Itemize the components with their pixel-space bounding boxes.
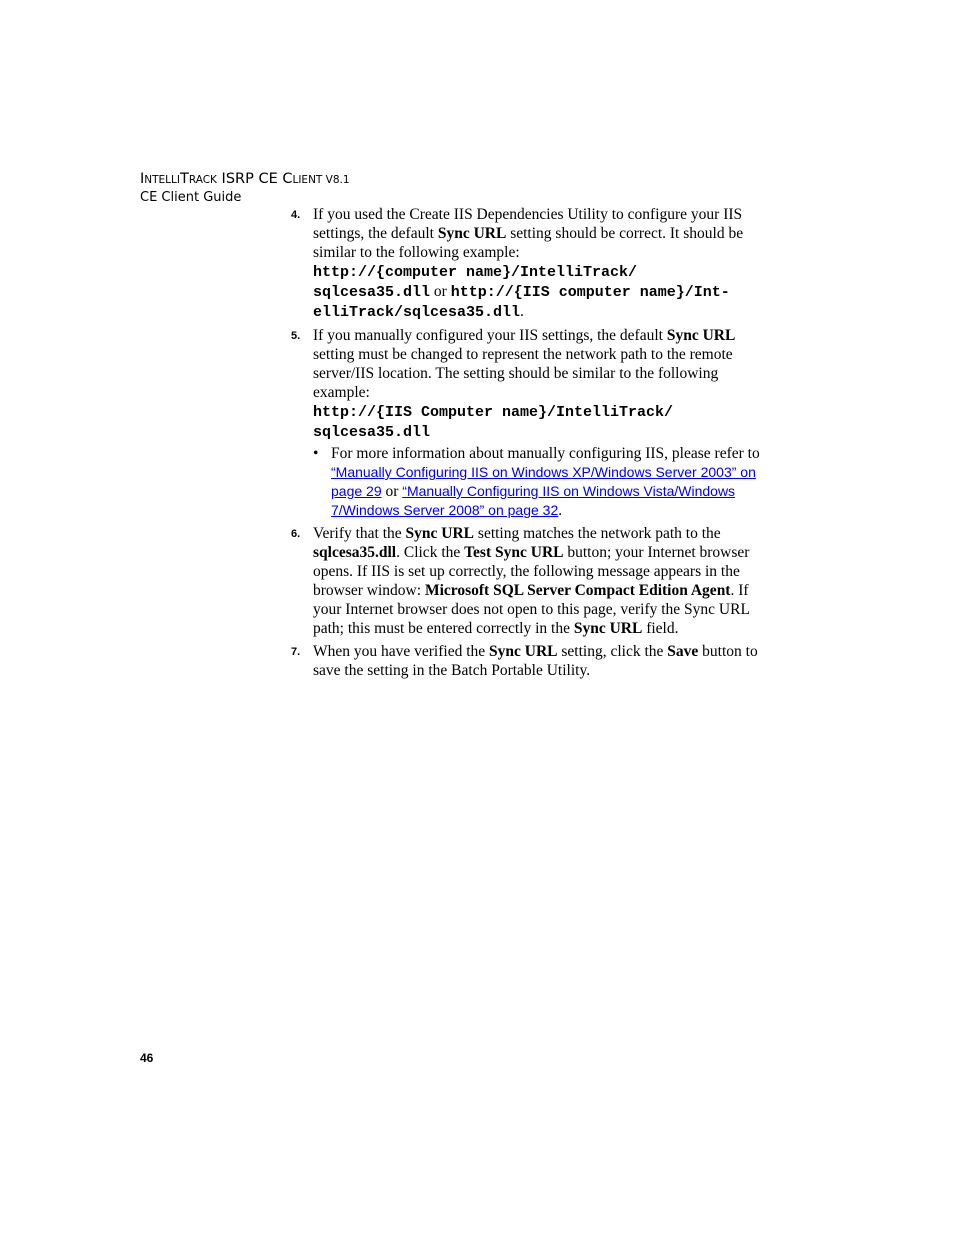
step-text: [313, 524, 761, 638]
text: field.: [642, 620, 679, 637]
text: setting must be changed to represent the network path to the remote server/IIS location. The setting should be similar to the following example:: [313, 346, 733, 401]
header-title-part: V8.1: [322, 174, 350, 186]
text: setting matches the network path to the: [474, 525, 721, 542]
header-title-part: I: [140, 171, 145, 187]
step-number: 7.: [291, 646, 301, 658]
step-text: [313, 205, 761, 262]
bold-term: sqlcesa35.dll: [313, 544, 397, 561]
header-subtitle: CE Client Guide: [140, 190, 242, 205]
header-title-part: ISRP CE C: [216, 171, 293, 187]
main-content: [291, 205, 761, 684]
step-text: [313, 642, 761, 680]
header-title-part: LIENT: [292, 174, 323, 186]
bold-term: Test Sync URL: [464, 544, 564, 561]
header-title-part: RACK: [188, 174, 217, 186]
text: If you used the Create IIS Dependencies Utility to configure your IIS settings, the default: [313, 206, 743, 242]
text: setting, click the: [557, 643, 668, 660]
step-4: [291, 205, 761, 322]
header-title: [140, 170, 350, 189]
step-5: [291, 326, 761, 520]
bullet-item: [313, 444, 761, 520]
text: . Click the: [396, 544, 465, 561]
text: For more information about manually configuring IIS, please refer to: [331, 445, 760, 462]
text: .: [520, 303, 524, 320]
code-example: [313, 262, 761, 322]
code-example: [313, 402, 761, 442]
step-number: 6.: [291, 528, 301, 540]
step-number: 5.: [291, 330, 301, 342]
bold-term: Sync URL: [405, 525, 475, 542]
text: .: [558, 502, 563, 519]
step-number: 4.: [291, 209, 301, 221]
text: or: [381, 483, 403, 500]
bold-term: Sync URL: [666, 327, 736, 344]
bullet-mark: •: [313, 445, 319, 462]
running-header: [140, 170, 350, 207]
bold-term: Microsoft SQL Server Compact Edition Agent: [424, 582, 731, 599]
code-url: http://{computer name}/IntelliTrack/ sqlcesa35.dll: [313, 264, 638, 301]
text: If you manually configured your IIS settings, the default: [313, 327, 667, 344]
code-url: http://{IIS Computer name}/IntelliTrack/ sqlcesa35.dll: [313, 404, 674, 441]
link-vista-server-2008[interactable]: “Manually Configuring IIS on Windows Vista/Windows 7/Windows Server 2008” on page 32: [331, 483, 736, 518]
step-6: [291, 524, 761, 638]
text: . If your Internet browser does not open to this page, verify the Sync URL path; this must be entered correctly in the: [313, 582, 750, 637]
step-7: [291, 642, 761, 680]
header-title-part: T: [179, 171, 189, 187]
text: When you have verified the: [313, 643, 490, 660]
page-number: 46: [140, 1051, 154, 1065]
code-url: http://{IIS computer name}/Int- elliTrack/sqlcesa35.dll: [313, 284, 730, 321]
text: Verify that the: [313, 525, 406, 542]
bold-term: Sync URL: [573, 620, 643, 637]
header-title-part: NTELLI: [144, 174, 180, 186]
link-xp-server-2003[interactable]: “Manually Configuring IIS on Windows XP/Windows Server 2003” on page 29: [331, 464, 756, 499]
text: button; your Internet browser opens. If IIS is set up correctly, the following message appears in the browser window:: [313, 544, 750, 599]
bold-term: Sync URL: [489, 643, 558, 660]
text: button to save the setting in the Batch Portable Utility.: [313, 643, 758, 679]
bold-term: Sync URL: [437, 225, 507, 242]
bold-term: Save: [667, 643, 699, 660]
text: or: [430, 283, 451, 300]
text: setting should be correct. It should be similar to the following example:: [313, 225, 744, 261]
step-text: [313, 326, 761, 402]
